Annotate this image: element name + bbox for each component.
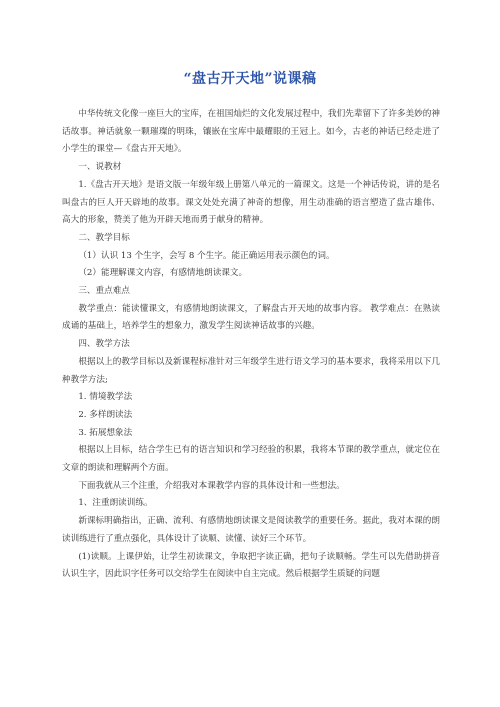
paragraph-focus: 根据以上目标，结合学生已有的语言知识和学习经验的积累，我将本节课的教学重点，就定位在文章的朗读和理解两个方面。 bbox=[62, 445, 440, 474]
paragraph-read-smooth: (1)读顺。上课伊始，让学生初读课文，争取把字读正确，把句子读顺畅。学生可以先借助拼音认识生字，因此识字任务可以交给学生在阅读中自主完成。然后根据学生质疑的问题 bbox=[62, 551, 440, 580]
heading-goals: 二、教学目标 bbox=[78, 232, 130, 243]
method-item-1: 1. 情境教学法 bbox=[78, 392, 133, 403]
paragraph-goal-2: （2）能理解课文内容，有感情地朗读课文。 bbox=[78, 268, 248, 279]
heading-reading-training: 1、注重朗读训练。 bbox=[78, 498, 153, 509]
heading-textbook: 一、说教材 bbox=[78, 162, 122, 173]
paragraph-textbook: 1.《盘古开天地》是语文版一年级年级上册第八单元的一篇课文。这是一个神话传说，讲的是名叫盘古的巨人开天辟地的故事。课文处处充满了神奇的想像，用生动准确的语言塑造了盘古雄伟、高大的形象，赞美了他为开辟天地而勇于献身的精神。 bbox=[62, 179, 440, 226]
paragraph-goal-1: （1）认识 13 个生字，会写 8 个生字。能正确运用表示颜色的词。 bbox=[78, 250, 335, 261]
paragraph-design-intro: 下面我就从三个注重，介绍我对本课教学内容的具体设计和一些想法。 bbox=[78, 480, 345, 491]
heading-methods: 四、教学方法 bbox=[78, 339, 130, 350]
document-title: “盘古开天地”说课稿 bbox=[183, 71, 317, 87]
method-item-2: 2. 多样朗读法 bbox=[78, 409, 133, 420]
document-body bbox=[62, 106, 440, 584]
method-item-3: 3. 拓展想象法 bbox=[78, 427, 133, 438]
paragraph-intro: 中华传统文化像一座巨大的宝库，在祖国灿烂的文化发展过程中，我们先辈留下了许多美妙的神话故事。神话就象一颗璀璨的明珠，镶嵌在宝库中最耀眼的王冠上。如今，古老的神话已经走进了小学生的课堂—《盘古开天地》。 bbox=[62, 109, 440, 155]
heading-key-points: 三、重点难点 bbox=[78, 286, 130, 297]
paragraph-key-points: 教学重点：能读懂课文，有感情地朗读课文，了解盘古开天地的故事内容。 教学难点：在熟读成诵的基础上，培养学生的想象力，激发学生阅读神话故事的兴趣。 bbox=[62, 303, 440, 332]
paragraph-reading-training: 新课标明确指出，正确、流利、有感情地朗读课文是阅读教学的重要任务。据此，我对本课的朗读训练进行了重点强化，具体设计了读顺、读懂、读好三个环节。 bbox=[62, 516, 440, 544]
paragraph-methods: 根据以上的教学目标以及新课程标准针对三年级学生进行语文学习的基本要求，我将采用以下几种教学方法; bbox=[62, 356, 440, 385]
